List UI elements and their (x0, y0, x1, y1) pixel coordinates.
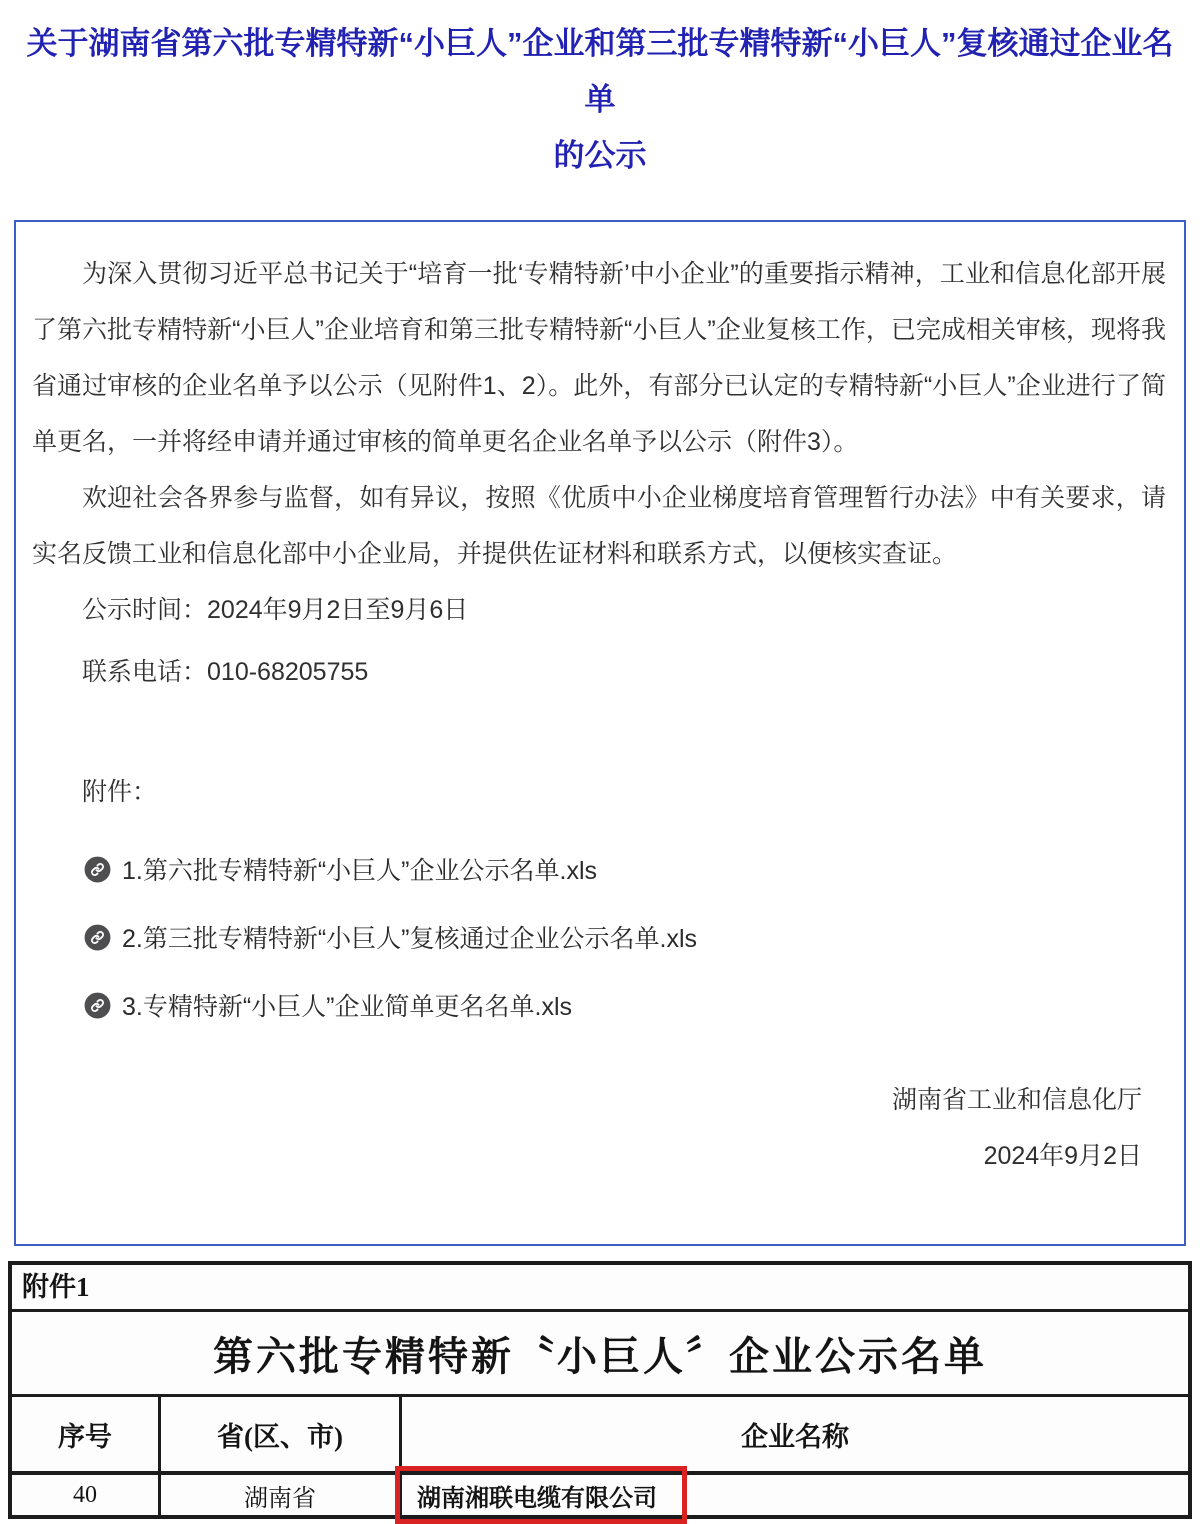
link-circle-icon (84, 992, 111, 1019)
signature-block (32, 1072, 1166, 1184)
attachment-link-2[interactable] (84, 918, 1166, 956)
attachment-label-3: 3.专精特新“小巨人”企业简单更名名单.xls (122, 993, 573, 1021)
attachments-label: 附件： (82, 778, 158, 806)
attachment1-table (8, 1261, 1192, 1519)
notice-paragraph-1: 为深入贯彻习近平总书记关于“培育一批‘专精特新’中小企业”的重要指示精神，工业和信息化部开展了第六批专精特新“小巨人”企业培育和第三批专精特新“小巨人”企业复核工作，已完成相关审核，现将我省通过审核的企业名单予以公示（见附件1、2）。此外，有部分已认定的专精特新“小巨人”企业进行了简单更名，一并将经申请并通过审核的简单更名企业名单予以公示（附件3）。 (32, 260, 1166, 456)
cell-company-container (402, 1475, 1188, 1515)
attachment-link-1[interactable] (84, 850, 1166, 888)
attachment1-corner-label: 附件1 (12, 1265, 1188, 1312)
table-header-row (12, 1397, 1188, 1475)
column-header-province: 省(区、市) (161, 1397, 402, 1471)
column-header-company: 企业名称 (741, 1421, 849, 1452)
notice-paragraph-2: 欢迎社会各界参与监督，如有异议，按照《优质中小企业梯度培育管理暂行办法》中有关要求，请实名反馈工业和信息化部中小企业局，并提供佐证材料和联系方式，以便核实查证。 (32, 484, 1166, 568)
attachment1-table-title: 第六批专精特新〝小巨人〞企业公示名单 (12, 1312, 1188, 1397)
table-row (12, 1475, 1188, 1515)
page-title (0, 0, 1200, 184)
company-highlight-box (395, 1466, 687, 1524)
link-circle-icon (84, 856, 111, 883)
attachment-link-3[interactable] (84, 986, 1166, 1024)
attachment-label-2: 2.第三批专精特新“小巨人”复核通过企业公示名单.xls (122, 925, 698, 953)
notice-body-box (14, 220, 1186, 1246)
page-title-line2: 的公示 (553, 138, 647, 173)
column-header-seq: 序号 (12, 1397, 161, 1471)
cell-seq: 40 (12, 1475, 161, 1515)
signature-date: 2024年9月2日 (983, 1142, 1142, 1170)
publicity-period-line (32, 582, 1166, 638)
link-circle-icon (84, 924, 111, 951)
publicity-period-label: 公示时间： (82, 596, 208, 624)
cell-province: 湖南省 (161, 1475, 402, 1515)
cell-company: 湖南湘联电缆有限公司 (417, 1485, 657, 1512)
contact-phone-line (32, 644, 1166, 700)
signature-org: 湖南省工业和信息化厅 (891, 1086, 1142, 1114)
attachment-label-1: 1.第六批专精特新“小巨人”企业公示名单.xls (122, 857, 598, 885)
contact-phone-label: 联系电话： (82, 658, 208, 686)
publicity-period-value: 2024年9月2日至9月6日 (207, 596, 469, 624)
contact-phone-value: 010-68205755 (207, 658, 369, 686)
page-title-line1: 关于湖南省第六批专精特新“小巨人”企业和第三批专精特新“小巨人”复核通过企业名单 (26, 26, 1174, 117)
